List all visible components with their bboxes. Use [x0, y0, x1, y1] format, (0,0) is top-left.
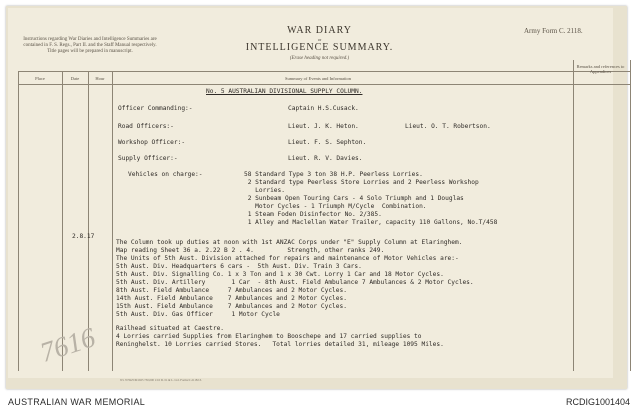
form-instructions: Instructions regarding War Diaries and Intelligence Summaries are contained in F. S. Regs., Part II. and the Staff Manual respectively. Title pages will be prepared in manuscript. [23, 37, 157, 54]
body-line: 14th Aust. Field Ambulance 7 Ambulances and 2 Motor Cycles. [116, 295, 347, 302]
body-line: 15th Aust. Field Ambulance 7 Ambulances and 2 Motor Cycles. [116, 303, 347, 310]
col-header-remarks: Remarks and references to Appendices [576, 64, 625, 74]
vehicle-line: Motor Cycles - 1 Triumph M/Cycle Combination. [244, 203, 427, 210]
table-top-rule [18, 71, 630, 72]
vehicle-line: 1 Steam Foden Disinfector No. 2/385. [244, 211, 382, 218]
form-title-or: or [317, 37, 322, 42]
officer-role: Road Officers:- [118, 123, 174, 130]
officer-name: Captain H.S.Cusack. [288, 105, 359, 112]
railhead-line: Railhead situated at Caestre. [116, 325, 225, 332]
col-header-hour: Hour [95, 76, 105, 81]
body-line: 5th Aust. Div. Signalling Co. 1 x 3 Ton and 1 x 30 Cwt. Lorry 1 Car and 18 Motor Cycles. [116, 271, 444, 278]
officer-role: Supply Officer:- [118, 155, 178, 162]
archive-record-id: RCDIG1001404 [565, 397, 630, 407]
col-header-summary: Summary of Events and Information [285, 76, 351, 81]
railhead-line: 4 Lorries carried Supplies from Elaringhem to Booschepe and 17 carried supplies to [116, 333, 422, 340]
body-line: The Column took up duties at noon with 1st ANZAC Corps under "E" Supply Column at Elaringhem. [116, 239, 463, 246]
printer-imprint: Wt. W5925/M1925 750,000 1/16 D. D. & L. Ltd. Forms/C.2118/13. [120, 378, 202, 382]
vehicle-line: 58 Standard Type 3 ton 38 H.P. Peerless Lorries. [244, 171, 423, 178]
vehicle-line: 1 Alley and Maclellan Water Trailer, capacity 110 Gallons, No.T/458 [244, 219, 498, 226]
officer-name-extra: Lieut. O. T. Robertson. [405, 123, 491, 130]
officer-name: Lieut. R. V. Davies. [288, 155, 363, 162]
form-title-war-diary: WAR DIARY [287, 25, 352, 36]
col-divider-2 [62, 71, 63, 371]
col-divider-1 [18, 71, 19, 371]
archive-credit: AUSTRALIAN WAR MEMORIAL [8, 397, 146, 407]
unit-title: No. 5 AUSTRALIAN DIVISIONAL SUPPLY COLUMN. [206, 88, 363, 95]
body-line: The Units of 5th Aust. Division attached for repairs and maintenance of Motor Vehicles are:- [116, 255, 459, 262]
army-form-number: Army Form C. 2118. [524, 27, 583, 35]
vehicle-line: 2 Sunbeam Open Touring Cars - 4 Solo Triumph and 1 Douglas [244, 195, 464, 202]
body-line: 5th Aust. Div. Artillery 1 Car - 8th Aust. Field Ambulance 7 Ambulances & 2 Motor Cycles. [116, 279, 474, 286]
body-line: 5th Aust. Div. Headquarters 6 cars - 5th Aust. Div. Train 3 Cars. [116, 263, 362, 270]
vehicle-line: 2 Standard type Peerless Store Lorries and 2 Peerless Workshop [244, 179, 479, 186]
col-divider-4 [112, 71, 113, 371]
body-line: 5th Aust. Div. Gas Officer 1 Motor Cycle [116, 311, 280, 318]
form-title-intelligence-summary: INTELLIGENCE SUMMARY. [245, 42, 394, 53]
vehicles-label: Vehicles on charge:- [128, 171, 203, 178]
handwritten-folio-number: 7616 [36, 322, 100, 369]
col-header-date: Date [70, 76, 80, 81]
officer-name: Lieut. J. K. Heton. [288, 123, 359, 130]
railhead-line: Reninghelst. 10 Lorries carried Stores. Total lorries detailed 31, mileage 1095 Miles. [116, 341, 444, 348]
col-header-place: Place [35, 76, 45, 81]
body-line: 8th Aust. Field Ambulance 7 Ambulances and 2 Motor Cycles. [116, 287, 347, 294]
table-header-rule [18, 84, 630, 85]
body-line: Map reading Sheet 36 a. 2.22 B 2 . 4. Strength, other ranks 249. [116, 247, 385, 254]
officer-role: Officer Commanding:- [118, 105, 193, 112]
officer-name: Lieut. F. S. Sephton. [288, 139, 367, 146]
erase-heading-note: (Erase heading not required.) [289, 56, 350, 61]
col-divider-5 [573, 60, 574, 371]
entry-date: 2.8.17 [72, 233, 95, 240]
officer-role: Workshop Officer:- [118, 139, 186, 146]
diary-page [8, 8, 613, 378]
col-divider-6 [630, 60, 631, 371]
vehicle-line: Lorries. [244, 187, 285, 194]
